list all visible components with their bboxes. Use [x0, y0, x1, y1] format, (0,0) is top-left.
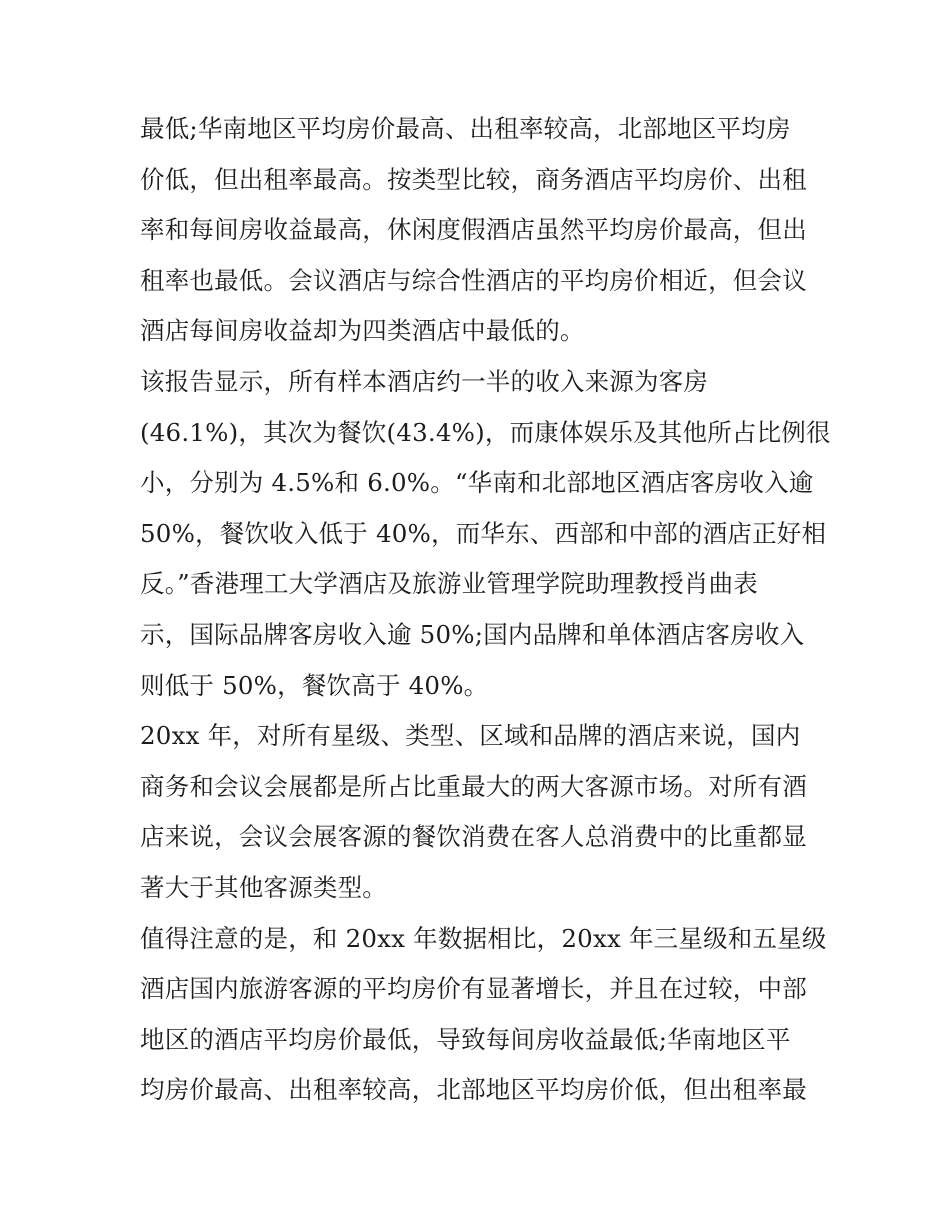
- text-line: 最低;华南地区平均房价最高、出租率较高，北部地区平均房: [140, 114, 791, 143]
- text-line: 租率也最低。会议酒店与综合性酒店的平均房价相近，但会议: [140, 265, 807, 295]
- text-line: 反。”香港理工大学酒店及旅游业管理学院助理教授肖曲表: [140, 569, 758, 599]
- text-line: 20xx 年，对所有星级、类型、区域和品牌的酒店来说，国内: [140, 721, 801, 751]
- text-line: 均房价最高、出租率较高，北部地区平均房价低，但出租率最: [140, 1075, 807, 1105]
- text-line: 地区的酒店平均房价最低，导致每间房收益最低;华南地区平: [140, 1024, 791, 1054]
- text-line: 50%，餐饮收入低于 40%，而华东、西部和中部的酒店正好相: [140, 518, 827, 548]
- text-line: 值得注意的是，和 20xx 年数据相比，20xx 年三星级和五星级: [140, 923, 827, 953]
- text-line: 则低于 50%，餐饮高于 40%。: [140, 670, 489, 700]
- text-line: (46.1%)，其次为餐饮(43.4%)，而康体娱乐及其他所占比例很: [140, 417, 831, 447]
- text-line: 酒店每间房收益却为四类酒店中最低的。: [140, 316, 585, 346]
- text-line: 价低，但出租率最高。按类型比较，商务酒店平均房价、出租: [140, 164, 807, 194]
- text-line: 店来说，会议会展客源的餐饮消费在客人总消费中的比重都显: [140, 822, 807, 852]
- text-line: 著大于其他客源类型。: [140, 872, 387, 902]
- text-line: 率和每间房收益最高，休闲度假酒店虽然平均房价最高，但出: [140, 215, 807, 245]
- text-line: 示，国际品牌客房收入逾 50%;国内品牌和单体酒店客房收入: [140, 619, 805, 649]
- text-line: 该报告显示，所有样本酒店约一半的收入来源为客房: [140, 366, 709, 396]
- body-text: [140, 104, 830, 1116]
- text-line: 酒店国内旅游客源的平均房价有显著增长，并且在过较，中部: [140, 974, 807, 1004]
- text-line: 商务和会议会展都是所占比重最大的两大客源市场。对所有酒: [140, 771, 807, 801]
- text-line: 小，分别为 4.5%和 6.0%。“华南和北部地区酒店客房收入逾: [140, 468, 814, 498]
